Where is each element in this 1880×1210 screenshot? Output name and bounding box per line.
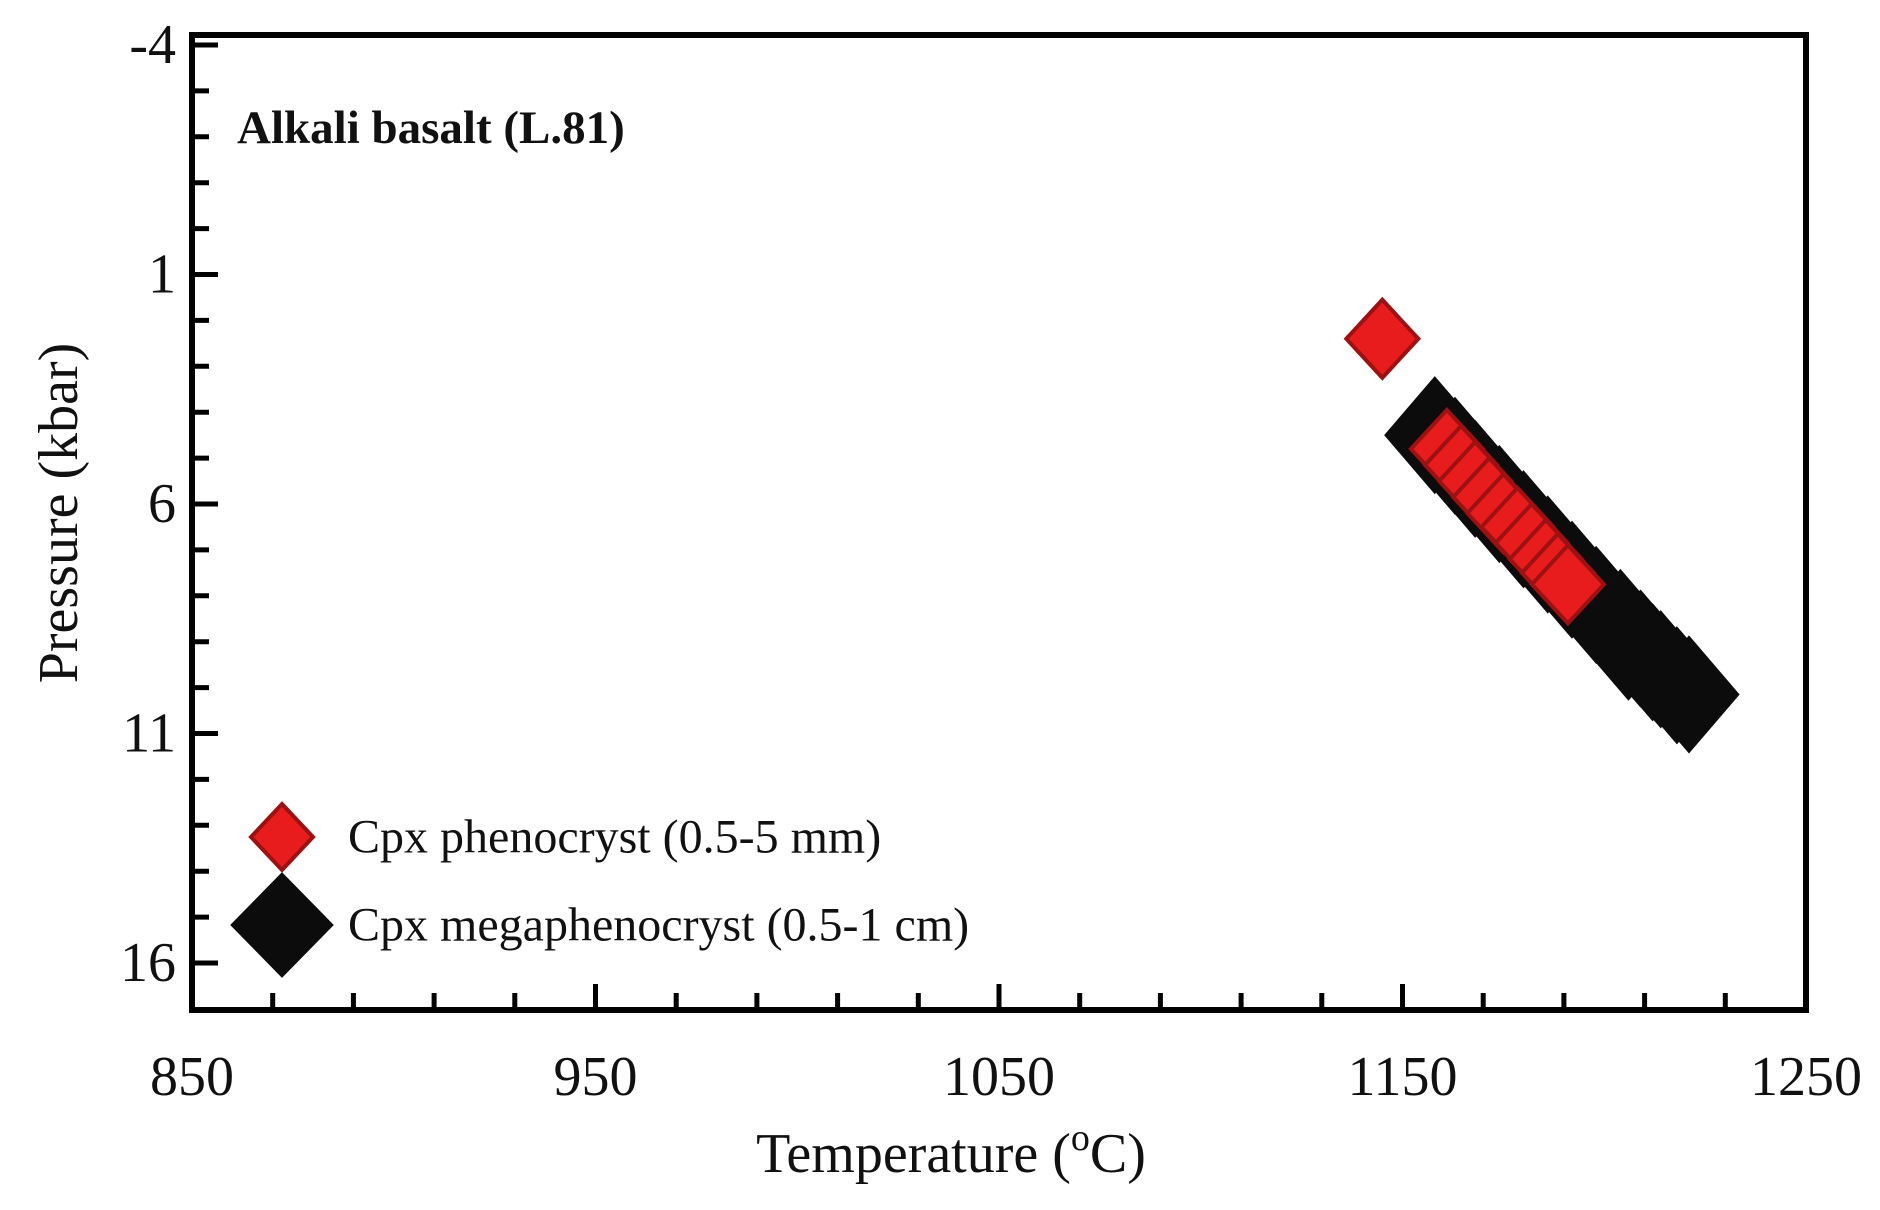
y-tick-label: -4 — [129, 14, 176, 76]
y-axis-tick-labels — [120, 14, 176, 994]
y-tick-label: 16 — [120, 932, 176, 994]
data-point-diamond — [1346, 300, 1418, 378]
legend-label-phenocryst: Cpx phenocryst (0.5-5 mm) — [348, 810, 882, 864]
x-axis-tick-labels — [150, 1046, 1862, 1108]
legend — [233, 804, 969, 975]
data-series-layer — [1346, 300, 1737, 751]
x-tick-label: 1050 — [943, 1046, 1055, 1108]
series-phenocryst — [1346, 300, 1604, 624]
y-axis-ticks — [192, 45, 218, 963]
x-tick-label: 1150 — [1347, 1046, 1458, 1108]
x-tick-label: 850 — [150, 1046, 234, 1108]
legend-markers — [233, 804, 331, 975]
x-axis-title-superscript: o — [1070, 1117, 1090, 1159]
x-tick-label: 1250 — [1750, 1046, 1862, 1108]
x-axis-title-prefix: Temperature ( — [756, 1123, 1071, 1185]
x-axis-title — [756, 1117, 1146, 1185]
legend-label-megaphenocryst: Cpx megaphenocryst (0.5-1 cm) — [348, 898, 970, 952]
y-tick-label: 1 — [148, 243, 176, 306]
legend-marker-megaphenocryst — [233, 875, 331, 975]
x-axis-title-suffix: C) — [1089, 1123, 1146, 1185]
legend-marker-phenocryst — [251, 804, 313, 870]
x-tick-label: 950 — [553, 1046, 638, 1108]
plot-annotation: Alkali basalt (L.81) — [237, 102, 625, 154]
y-tick-label: 6 — [148, 473, 176, 535]
x-axis-ticks — [192, 984, 1806, 1010]
y-tick-label: 11 — [122, 702, 176, 765]
y-axis-title: Pressure (kbar) — [28, 342, 90, 684]
